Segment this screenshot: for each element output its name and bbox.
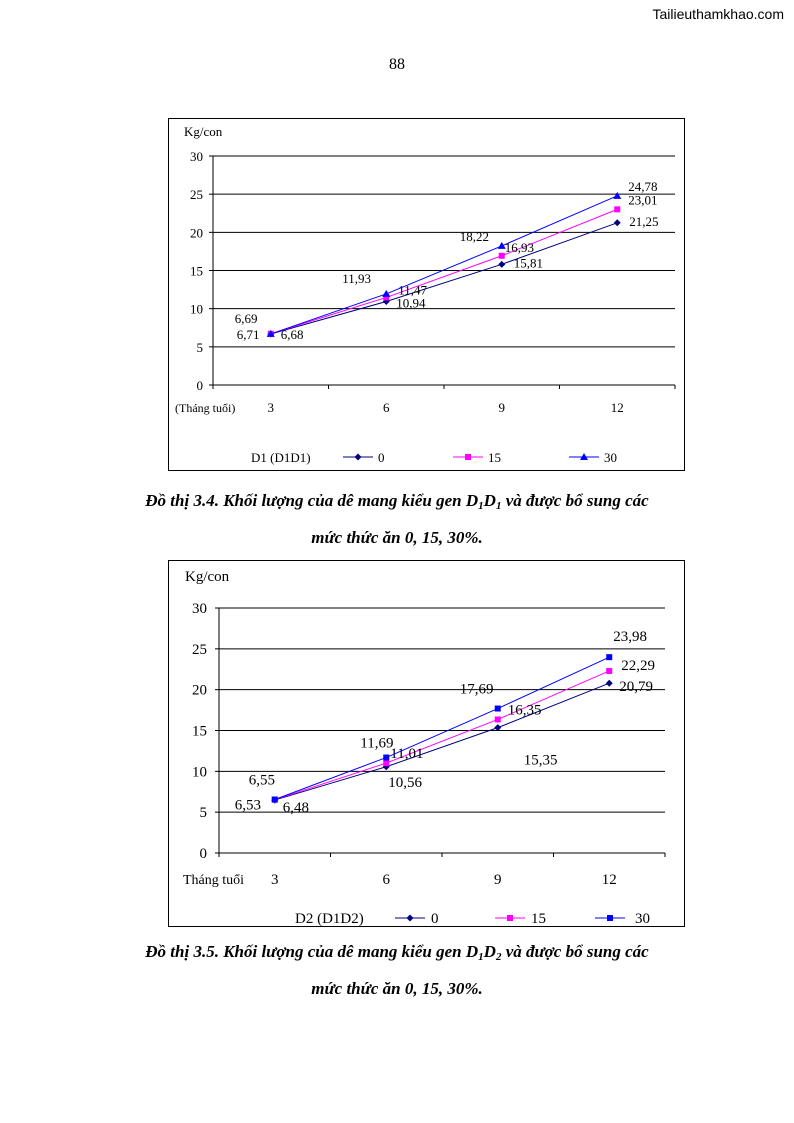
legend-label-0: 0	[378, 450, 385, 465]
y-tick-label: 0	[196, 378, 203, 393]
x-tick-label: 3	[267, 400, 274, 415]
data-label: 23,01	[628, 192, 658, 208]
data-point-15	[495, 716, 501, 722]
chart-d1d1	[168, 118, 685, 471]
data-point-30	[495, 706, 501, 712]
data-label: 11,69	[360, 735, 394, 752]
data-label: 16,93	[504, 239, 534, 255]
legend-label-0: 0	[431, 911, 439, 926]
x-tick-label: 3	[271, 872, 279, 888]
data-point-0	[606, 680, 613, 687]
y-tick-label: 25	[192, 641, 207, 658]
chart-d1d2	[168, 560, 685, 927]
y-tick-label: 10	[190, 301, 203, 317]
data-point-30	[613, 192, 621, 199]
x-tick-label: 6	[382, 872, 390, 888]
data-label: 15,35	[523, 752, 558, 769]
legend-marker-30	[607, 915, 613, 921]
data-label: 20,79	[619, 679, 653, 696]
data-label: 24,78	[628, 178, 658, 194]
data-label: 6,71	[236, 326, 260, 342]
legend-title: D1 (D1D1)	[251, 450, 311, 465]
legend-marker-0	[355, 454, 362, 461]
y-tick-label: 30	[190, 149, 203, 164]
y-tick-label: 5	[199, 805, 207, 822]
x-axis-label: Tháng tuổi	[183, 873, 245, 888]
chart-d1d2-svg	[169, 561, 684, 926]
data-point-15	[383, 760, 389, 766]
data-label: 10,94	[396, 295, 426, 311]
legend-label-30: 30	[604, 450, 617, 465]
watermark: Tailieuthamkhao.com	[652, 6, 784, 22]
data-label: 6,69	[234, 310, 258, 326]
data-point-30	[606, 654, 612, 660]
caption-line-2: mức thức ăn 0, 15, 30%.	[311, 979, 483, 998]
data-label: 22,29	[621, 657, 655, 674]
caption-line-2: mức thức ăn 0, 15, 30%.	[311, 528, 483, 547]
y-tick-label: 15	[190, 263, 203, 279]
y-tick-label: 5	[196, 339, 203, 355]
caption-chart-3-4	[60, 485, 734, 553]
series-line-30	[275, 657, 610, 799]
y-tick-label: 20	[190, 225, 203, 241]
x-tick-label: 9	[498, 400, 505, 415]
x-tick-label: 6	[383, 400, 390, 415]
x-tick-label: 12	[601, 872, 617, 888]
data-label: 6,53	[234, 797, 261, 814]
data-label: 18,22	[459, 228, 489, 244]
data-label: 21,25	[629, 213, 659, 229]
legend-marker-15	[465, 454, 471, 460]
data-point-15	[614, 206, 620, 212]
legend-label-15: 15	[531, 911, 546, 926]
chart-d1d1-svg	[169, 119, 684, 470]
data-point-0	[498, 261, 505, 268]
x-tick-label: 9	[494, 872, 502, 888]
data-label: 11,93	[342, 270, 372, 286]
caption-chart-3-5	[60, 936, 734, 1004]
series-line-15	[271, 209, 618, 333]
data-label: 15,81	[513, 255, 543, 271]
y-tick-label: 30	[192, 601, 207, 617]
y-tick-label: 20	[192, 682, 207, 699]
series-line-30	[271, 196, 618, 334]
legend-marker-15	[507, 915, 513, 921]
data-point-30	[383, 755, 389, 761]
data-point-15	[606, 668, 612, 674]
caption-line-1: Đồ thị 3.4. Khối lượng của dê mang kiểu gen $D_1D_1$ và được bổ sung các	[145, 491, 649, 512]
data-point-30	[272, 797, 278, 803]
data-point-30	[382, 290, 390, 297]
data-label: 6,68	[280, 327, 304, 343]
data-label: 17,69	[459, 681, 494, 698]
y-axis-label: Kg/con	[184, 124, 223, 139]
x-axis-label: (Tháng tuổi)	[175, 401, 236, 415]
y-tick-label: 10	[192, 764, 207, 781]
legend-label-15: 15	[488, 450, 501, 465]
data-label: 11,01	[390, 746, 424, 763]
x-tick-label: 12	[610, 400, 624, 415]
legend-title: D2 (D1D2)	[295, 911, 364, 926]
data-label: 6,55	[248, 772, 275, 789]
legend-label-30: 30	[635, 911, 650, 926]
caption-line-1: Đồ thị 3.5. Khối lượng của dê mang kiểu gen $D_1D_2$ và được bổ sung các	[145, 942, 649, 963]
y-tick-label: 0	[199, 846, 207, 862]
data-label: 16,35	[507, 702, 542, 719]
y-tick-label: 25	[190, 187, 203, 203]
data-label: 11,47	[398, 282, 428, 298]
page-number: 88	[389, 56, 405, 73]
y-tick-label: 15	[192, 723, 207, 740]
y-axis-label: Kg/con	[185, 569, 230, 585]
data-label: 10,56	[388, 774, 422, 791]
data-label: 23,98	[613, 629, 647, 646]
legend-marker-0	[407, 915, 414, 922]
data-label: 6,48	[282, 800, 309, 817]
data-point-0	[614, 219, 621, 226]
